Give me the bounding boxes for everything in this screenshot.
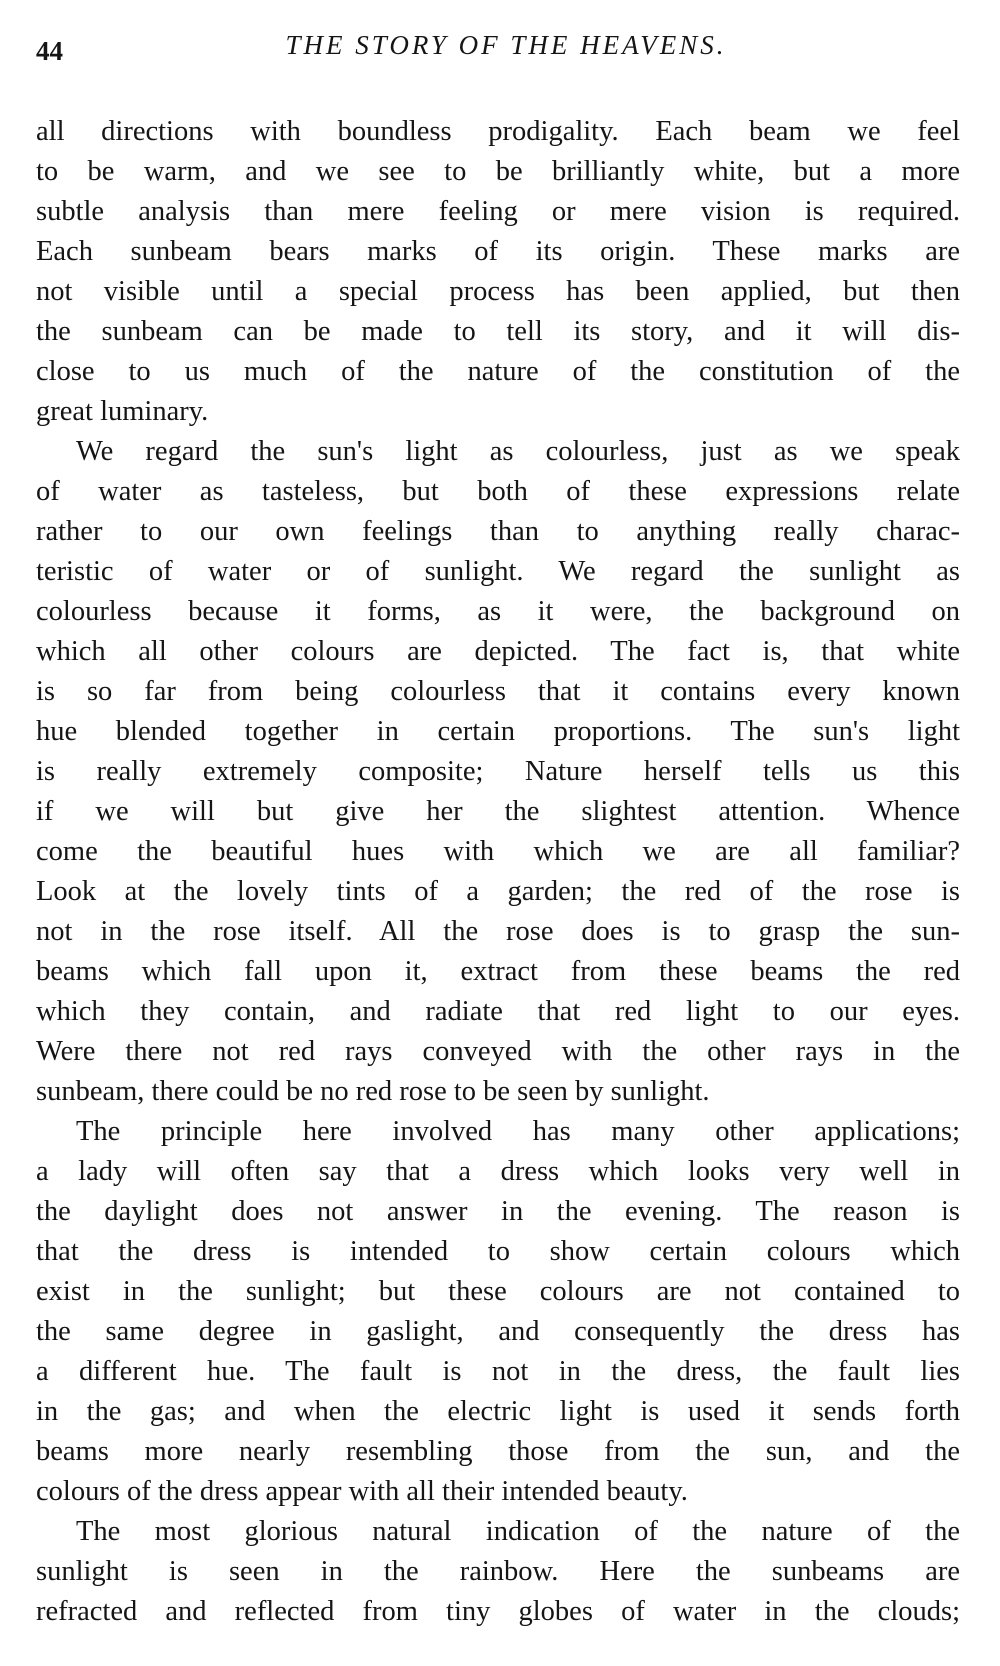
text-line: a lady will often say that a dress which looks very well in	[36, 1156, 960, 1187]
text-line: that the dress is intended to show certain colours which	[36, 1236, 960, 1267]
text-line: a different hue. The fault is not in the dress, the fault lies	[36, 1356, 960, 1387]
text-line: Were there not red rays conveyed with the other rays in the	[36, 1036, 960, 1067]
text-line: of water as tasteless, but both of these expressions relate	[36, 476, 960, 507]
running-title: THE STORY OF THE HEAVENS.	[285, 30, 727, 60]
text-line: rather to our own feelings than to anything really charac-	[36, 516, 960, 547]
text-line: to be warm, and we see to be brilliantly white, but a more	[36, 156, 960, 187]
text-line: The principle here involved has many other applications;	[76, 1116, 960, 1147]
text-line: sunbeam, there could be no red rose to be seen by sunlight.	[36, 1076, 710, 1107]
page-header	[36, 22, 960, 66]
body-text	[36, 112, 960, 1632]
text-line: the same degree in gaslight, and consequently the dress has	[36, 1316, 960, 1347]
text-line: if we will but give her the slightest attention. Whence	[36, 796, 960, 827]
text-line: all directions with boundless prodigality. Each beam we feel	[36, 116, 960, 147]
text-line: is so far from being colourless that it contains every known	[36, 676, 960, 707]
text-line: exist in the sunlight; but these colours are not contained to	[36, 1276, 960, 1307]
text-line: not in the rose itself. All the rose does is to grasp the sun-	[36, 916, 960, 947]
text-line: Look at the lovely tints of a garden; the red of the rose is	[36, 876, 960, 907]
text-line: which all other colours are depicted. The fact is, that white	[36, 636, 960, 667]
page-number: 44	[36, 36, 63, 66]
text-line: colours of the dress appear with all their intended beauty.	[36, 1476, 688, 1507]
text-line: in the gas; and when the electric light is used it sends forth	[36, 1396, 960, 1427]
text-line: close to us much of the nature of the constitution of the	[36, 356, 960, 387]
paragraph	[36, 1512, 960, 1632]
text-line: The most glorious natural indication of the nature of the	[76, 1516, 960, 1547]
text-line: subtle analysis than mere feeling or mere vision is required.	[36, 196, 960, 227]
text-line: which they contain, and radiate that red light to our eyes.	[36, 996, 960, 1027]
text-line: hue blended together in certain proportions. The sun's light	[36, 716, 960, 747]
text-line: colourless because it forms, as it were, the background on	[36, 596, 960, 627]
paragraph	[36, 1112, 960, 1512]
text-line: not visible until a special process has been applied, but then	[36, 276, 960, 307]
text-line: sunlight is seen in the rainbow. Here the sunbeams are	[36, 1556, 960, 1587]
text-line: teristic of water or of sunlight. We regard the sunlight as	[36, 556, 960, 587]
paragraph	[36, 112, 960, 432]
text-line: We regard the sun's light as colourless, just as we speak	[76, 436, 960, 467]
text-line: refracted and reflected from tiny globes of water in the clouds;	[36, 1596, 960, 1627]
text-line: the sunbeam can be made to tell its story, and it will dis-	[36, 316, 960, 347]
text-line: come the beautiful hues with which we are all familiar?	[36, 836, 960, 867]
text-line: great luminary.	[36, 396, 209, 427]
text-line: beams which fall upon it, extract from these beams the red	[36, 956, 960, 987]
text-line: Each sunbeam bears marks of its origin. These marks are	[36, 236, 960, 267]
text-line: beams more nearly resembling those from the sun, and the	[36, 1436, 960, 1467]
book-page	[36, 22, 960, 1642]
paragraph	[36, 432, 960, 1112]
text-line: the daylight does not answer in the evening. The reason is	[36, 1196, 960, 1227]
text-line: is really extremely composite; Nature herself tells us this	[36, 756, 960, 787]
